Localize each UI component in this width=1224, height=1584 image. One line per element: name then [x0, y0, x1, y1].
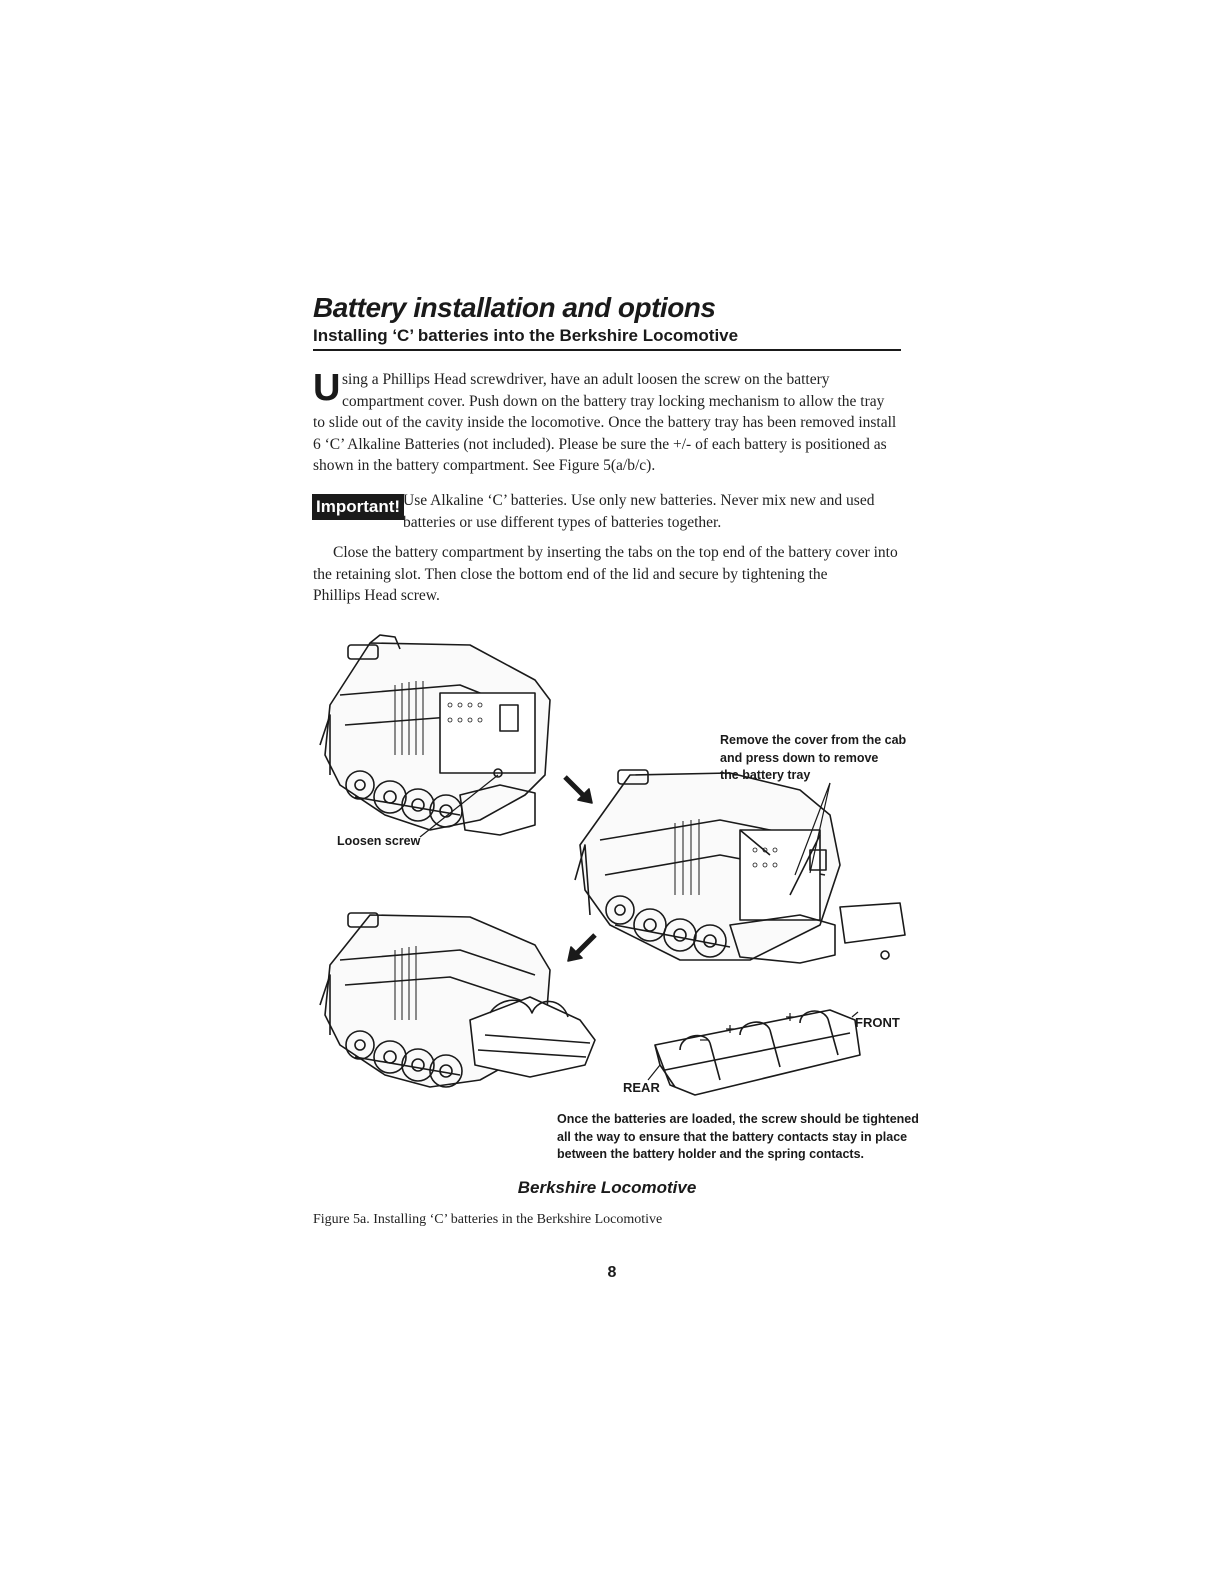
- intro-line: 6 ‘C’ Alkaline Batteries (not included). Please be sure the +/- of each battery is positioned as: [313, 435, 887, 453]
- callout-remove-cover: [720, 732, 906, 785]
- callout-line: the battery tray: [720, 768, 811, 782]
- figure-title-text: Berkshire Locomotive: [517, 1178, 697, 1197]
- intro-line: to slide out of the cavity inside the locomotive. Once the battery tray has been removed install: [313, 414, 897, 431]
- label-front: FRONT: [855, 1015, 900, 1030]
- locomotive-illustration: [300, 625, 920, 1165]
- closing-line: Phillips Head screw.: [313, 587, 440, 604]
- battery-tray-detail: [655, 1010, 860, 1095]
- label-rear: REAR: [623, 1080, 660, 1095]
- important-line: Use Alkaline ‘C’ batteries. Use only new batteries. Never mix new and used: [403, 492, 875, 509]
- callout-tighten-screw: [557, 1111, 919, 1164]
- figure-title: [0, 1178, 1224, 1198]
- locomotive-bottom-left: [320, 913, 595, 1087]
- closing-line: Close the battery compartment by inserting the tabs on the top end of the battery cover into: [333, 544, 898, 561]
- locomotive-figure: [300, 625, 920, 1165]
- important-note: [403, 490, 883, 533]
- section-subtitle: Installing ‘C’ batteries into the Berkshire Locomotive: [313, 326, 739, 345]
- intro-line: sing a Phillips Head screwdriver, have an adult loosen the screw on the battery: [342, 371, 830, 388]
- title-rule: [313, 349, 901, 351]
- intro-line: compartment cover. Push down on the battery tray locking mechanism to allow the tray: [342, 392, 885, 410]
- callout-line: Once the batteries are loaded, the screw should be tightened: [557, 1112, 919, 1126]
- intro-line: shown in the battery compartment. See Figure 5(a/b/c).: [313, 457, 656, 474]
- callout-line: all the way to ensure that the battery contacts stay in place: [557, 1129, 908, 1144]
- locomotive-middle-right: [575, 770, 905, 963]
- locomotive-top-left: [320, 635, 550, 835]
- callout-loosen-screw: Loosen screw: [337, 834, 421, 848]
- page-number: 8: [607, 1264, 617, 1281]
- important-line: batteries or use different types of batteries together.: [403, 513, 722, 531]
- closing-paragraph: [313, 542, 903, 607]
- callout-line: and press down to remove: [720, 750, 879, 765]
- drop-cap: U: [313, 367, 341, 409]
- callout-line: Remove the cover from the cab: [720, 733, 907, 747]
- callout-line: between the battery holder and the spring contacts.: [557, 1147, 864, 1161]
- figure-caption: Figure 5a. Installing ‘C’ batteries in the Berkshire Locomotive: [313, 1212, 663, 1227]
- closing-line: the retaining slot. Then close the bottom end of the lid and secure by tightening the: [313, 565, 828, 583]
- important-badge: Important!: [312, 494, 404, 520]
- page-title: Battery installation and options: [313, 292, 716, 323]
- intro-paragraph: [313, 369, 901, 477]
